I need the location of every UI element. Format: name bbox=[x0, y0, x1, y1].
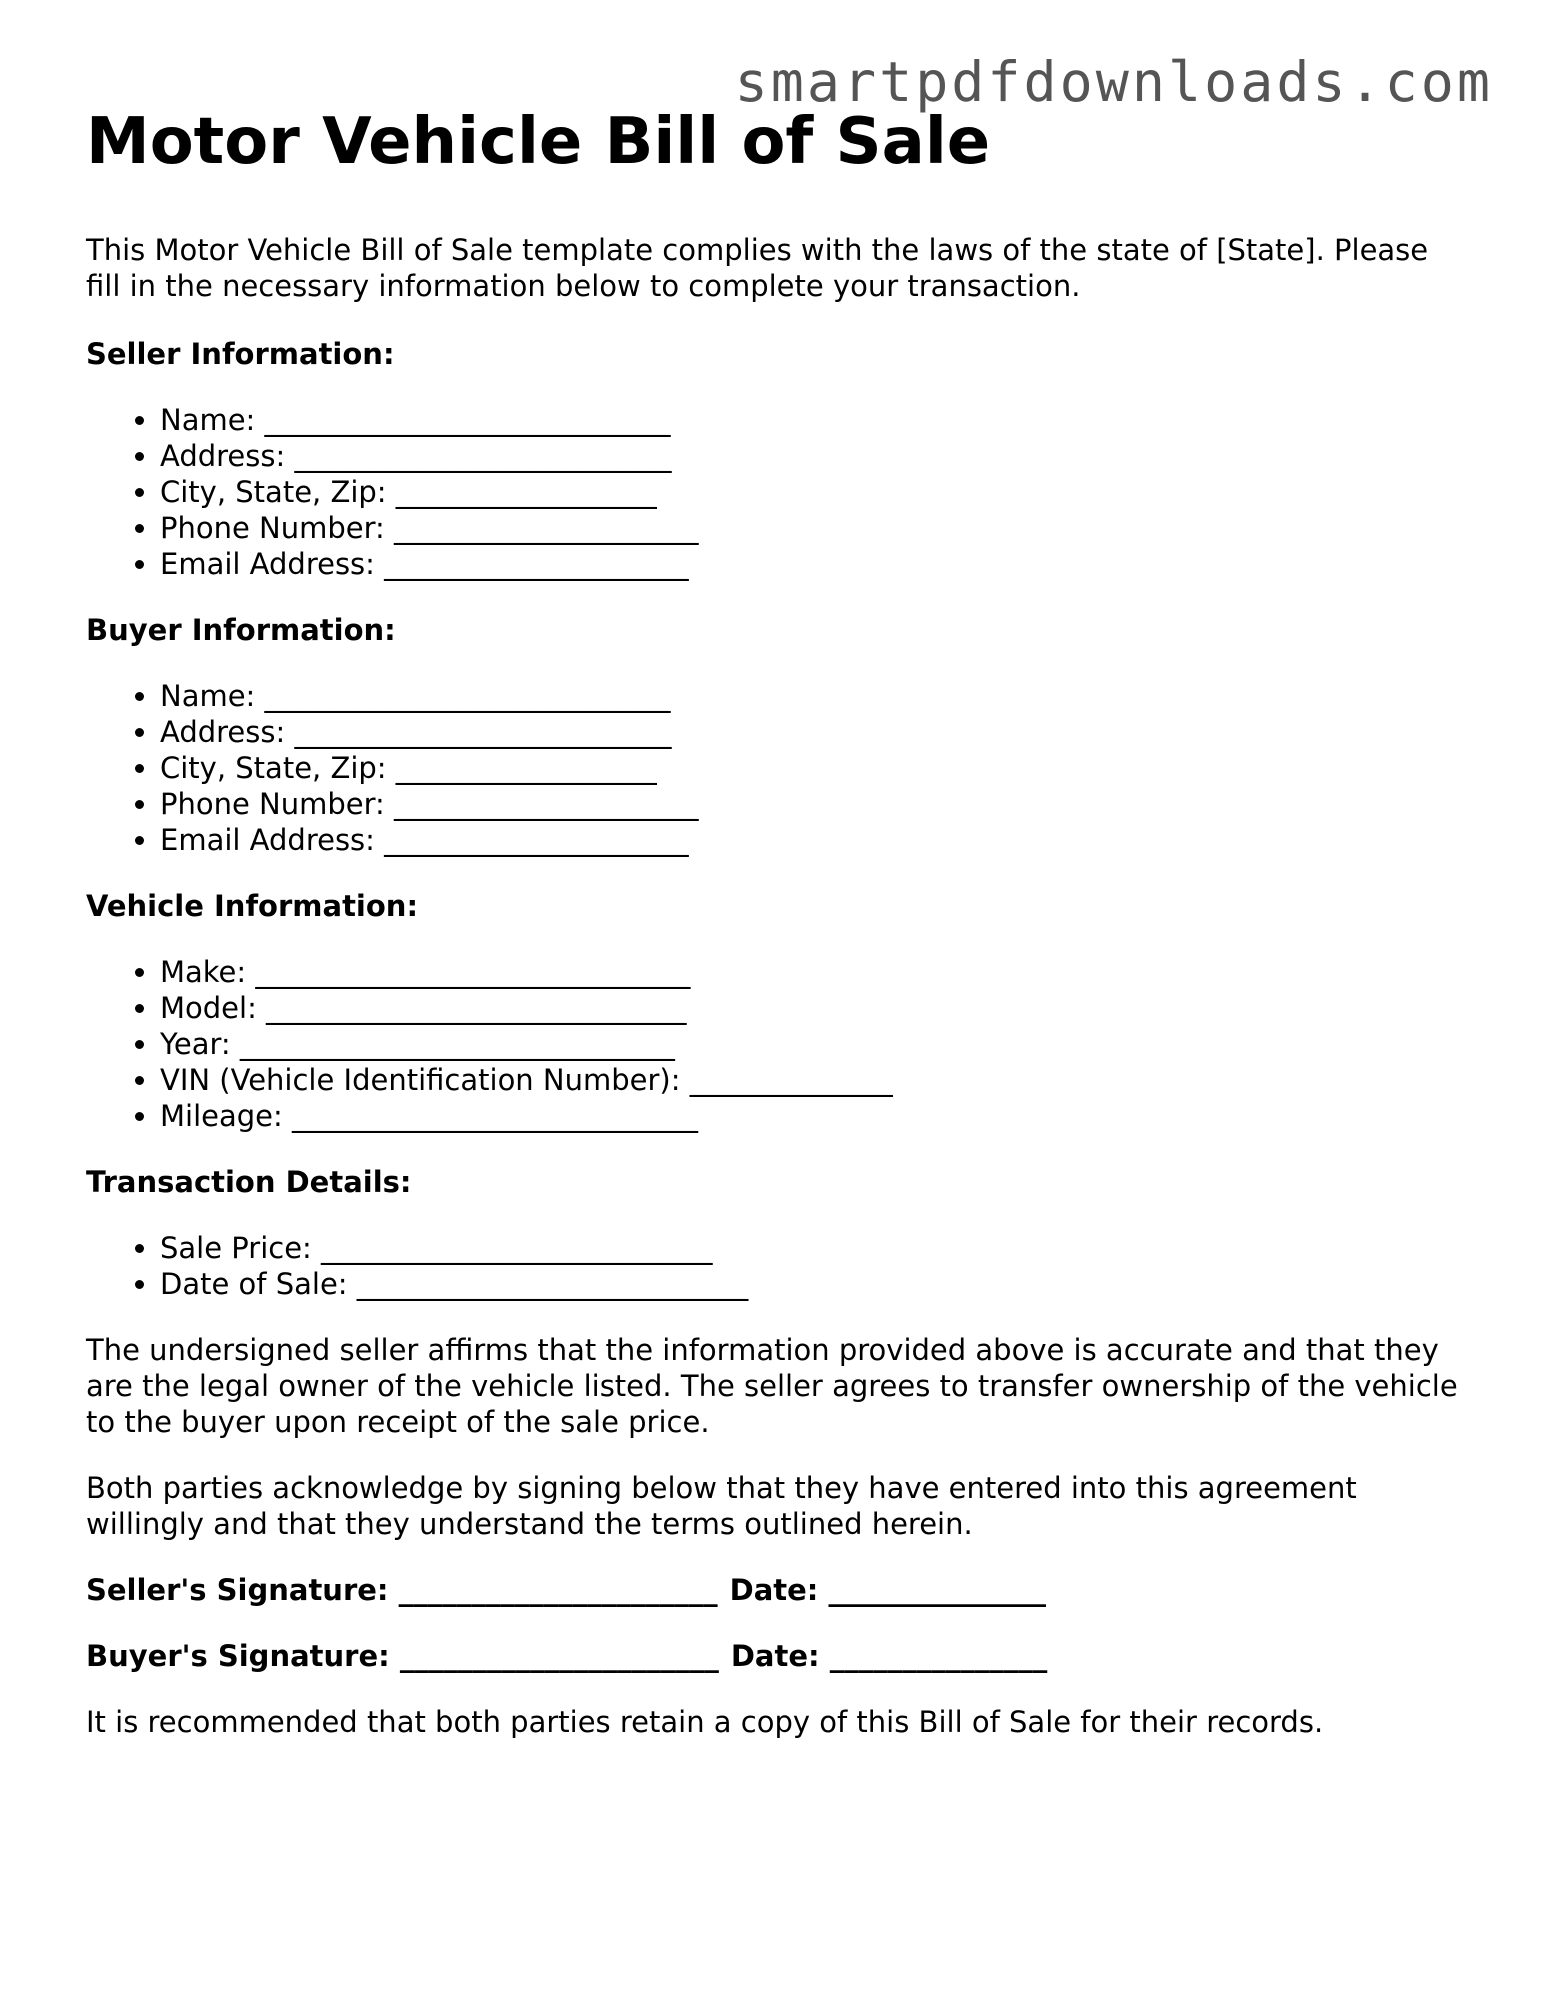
watermark: smartpdfdownloads.com bbox=[734, 50, 1493, 114]
buyer-city-state-zip-field: • City, State, Zip: __________________ bbox=[160, 750, 1466, 786]
buyer-email-field: • Email Address: _____________________ bbox=[160, 822, 1466, 858]
buyer-date-field: Date: _______________ bbox=[730, 1639, 1048, 1673]
buyer-name-field: • Name: ____________________________ bbox=[160, 678, 1466, 714]
buyer-signature-line bbox=[86, 1638, 1466, 1674]
buyer-section-heading: Buyer Information: bbox=[86, 613, 396, 647]
seller-name-field: • Name: ____________________________ bbox=[160, 402, 1466, 438]
seller-phone-field: • Phone Number: _____________________ bbox=[160, 510, 1466, 546]
buyer-address-field: • Address: __________________________ bbox=[160, 714, 1466, 750]
seller-section-heading: Seller Information: bbox=[86, 337, 395, 371]
document-page bbox=[86, 100, 1466, 1770]
vehicle-model-field: • Model: _____________________________ bbox=[160, 990, 1466, 1026]
transaction-section-heading: Transaction Details: bbox=[86, 1165, 412, 1199]
date-of-sale-field: • Date of Sale: ___________________________ bbox=[160, 1266, 1466, 1302]
acknowledgement-paragraph: Both parties acknowledge by signing below that they have entered into this agreement willingly and that they understand the terms outlined herein. bbox=[86, 1471, 1357, 1541]
page-title: Motor Vehicle Bill of Sale bbox=[86, 105, 991, 179]
vehicle-year-field: • Year: ______________________________ bbox=[160, 1026, 1466, 1062]
seller-address-field: • Address: __________________________ bbox=[160, 438, 1466, 474]
vehicle-mileage-field: • Mileage: ____________________________ bbox=[160, 1098, 1466, 1134]
vehicle-section-heading: Vehicle Information: bbox=[86, 889, 419, 923]
transaction-fields-list bbox=[86, 1230, 1466, 1302]
vehicle-make-field: • Make: ______________________________ bbox=[160, 954, 1466, 990]
seller-fields-list bbox=[86, 402, 1466, 582]
seller-city-state-zip-field: • City, State, Zip: __________________ bbox=[160, 474, 1466, 510]
buyer-fields-list bbox=[86, 678, 1466, 858]
seller-signature-field: Seller's Signature: ______________________ bbox=[86, 1573, 718, 1607]
vehicle-fields-list bbox=[86, 954, 1466, 1134]
seller-date-field: Date: _______________ bbox=[729, 1573, 1046, 1607]
buyer-phone-field: • Phone Number: _____________________ bbox=[160, 786, 1466, 822]
buyer-signature-field: Buyer's Signature: ______________________ bbox=[86, 1639, 719, 1673]
affirmation-paragraph: The undersigned seller affirms that the information provided above is accurate and that they are the legal owner of the vehicle listed. The seller agrees to transfer ownership of the vehicle to the buyer upon receipt of the sale price. bbox=[86, 1333, 1458, 1439]
intro-paragraph: This Motor Vehicle Bill of Sale template complies with the laws of the state of [State]. Please fill in the necessary information below to complete your transaction. bbox=[86, 233, 1429, 303]
sale-price-field: • Sale Price: ___________________________ bbox=[160, 1230, 1466, 1266]
vehicle-vin-field: • VIN (Vehicle Identification Number): ______________ bbox=[160, 1062, 1466, 1098]
seller-signature-line bbox=[86, 1572, 1466, 1608]
seller-email-field: • Email Address: _____________________ bbox=[160, 546, 1466, 582]
recommendation-paragraph: It is recommended that both parties retain a copy of this Bill of Sale for their records. bbox=[86, 1705, 1324, 1739]
